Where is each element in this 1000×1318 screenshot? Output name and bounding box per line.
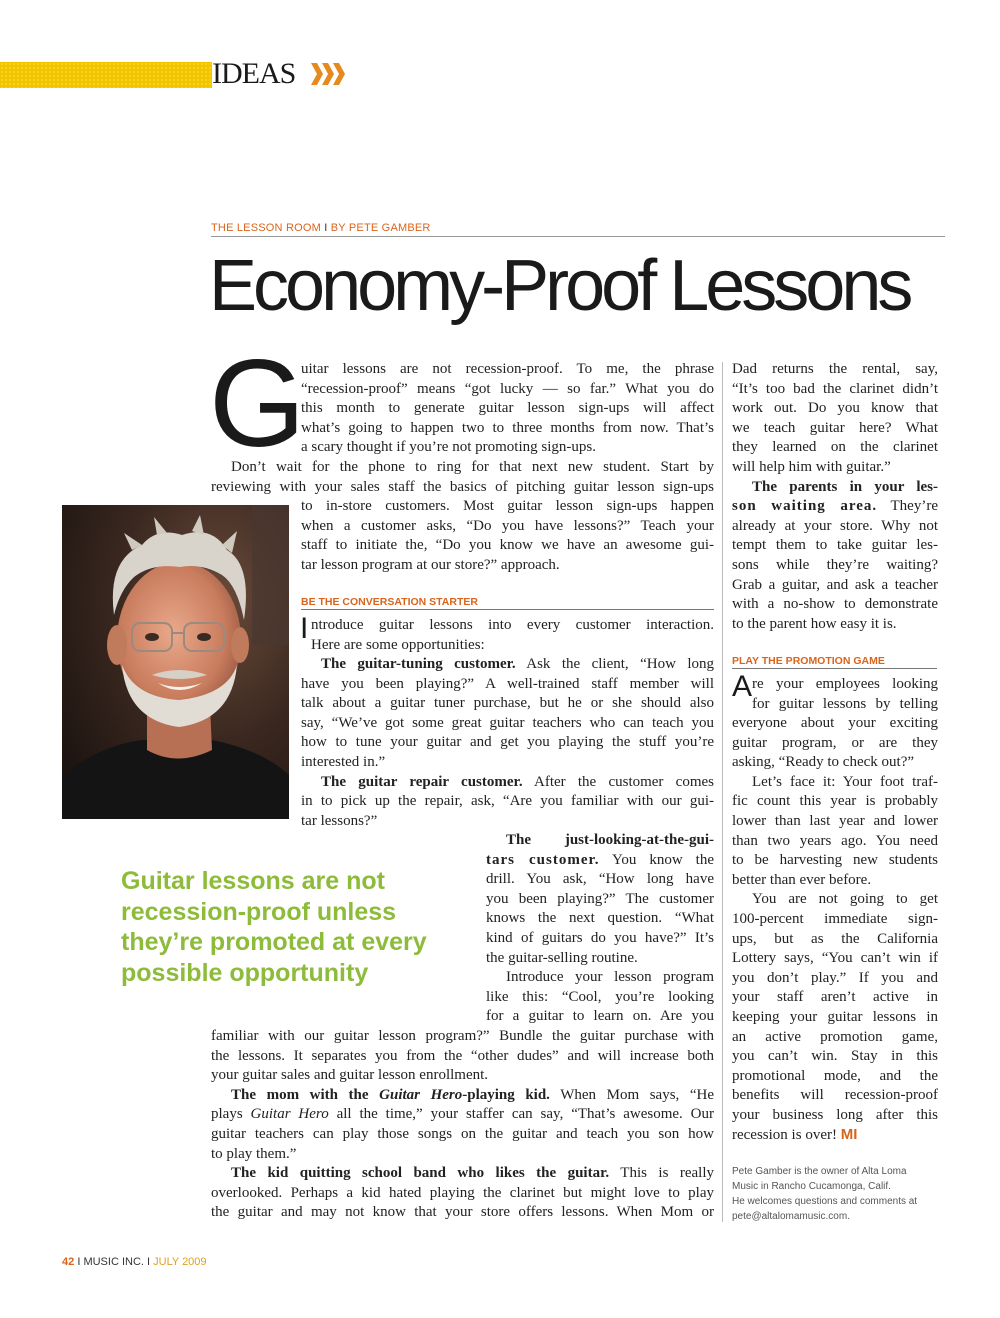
text-line: “recession-proof” means “got lucky — so far.” What you do <box>301 380 714 397</box>
tuning-paragraph <box>301 655 714 831</box>
text-line: we teach guitar here? What <box>732 419 938 436</box>
text-line: like this: “Cool, you’re looking <box>486 988 714 1005</box>
drop-cap: I <box>300 612 309 645</box>
text-run: When Mom says, “He <box>549 1086 715 1103</box>
footer-separator: I <box>77 1256 81 1268</box>
author-bio <box>732 1164 942 1224</box>
text-line: your business long after this <box>732 1106 938 1123</box>
text-line: in to pick up the repair, ask, “Are you familiar with our gui- <box>301 793 714 810</box>
run-in-head: son waiting area. <box>732 498 878 515</box>
end-mark: MI <box>840 1126 858 1144</box>
text-line: with a no-show to demonstrate <box>732 596 938 613</box>
run-in-head: The guitar repair customer. <box>321 773 523 790</box>
text-line: the guitar and may not know that your store offers lessons. When Mom or <box>211 1204 714 1221</box>
intro-paragraph-2 <box>211 458 714 497</box>
text-line: how to tune your guitar and get you playing the stuff you’re <box>301 734 714 751</box>
magazine-name: MUSIC INC. <box>83 1256 144 1268</box>
text-line <box>211 1164 714 1184</box>
text-line: already at your store. Why not <box>732 517 938 534</box>
bio-line: pete@altalomamusic.com. <box>732 1211 850 1222</box>
column-name: THE LESSON ROOM <box>211 222 321 234</box>
text-line: this month to generate guitar lesson sign-ups will affect <box>301 400 714 417</box>
text-line: when a customer asks, “Do you have lessons?” Teach your <box>301 517 714 534</box>
text-line: what’s going to happen two to three months from now. That’s <box>301 419 714 436</box>
text-line: to in-store customers. Most guitar lesson sign-ups happen <box>301 498 714 514</box>
intro-paragraph-3 <box>301 497 714 575</box>
text-line: an active promotion game, <box>732 1028 938 1045</box>
text-line: will help him with guitar.” <box>732 458 891 475</box>
section-label-rest: DEAS <box>221 57 296 90</box>
text-line: guitar teachers can play those songs on the guitar and teach you son how <box>211 1125 714 1142</box>
right-column-intro <box>752 675 938 714</box>
header-color-band <box>0 62 212 88</box>
text-line: work out. Do you know that <box>732 400 938 417</box>
text-line: have you been playing?” A well-trained staff member will <box>301 675 714 692</box>
text-line: uitar lessons are not recession-proof. To me, the phrase <box>301 361 714 377</box>
text-run: recession is over! <box>732 1127 837 1144</box>
text-line: everyone about your exciting <box>732 715 938 731</box>
text-line: talk about a guitar tuner purchase, but he or she should also <box>301 695 714 712</box>
text-line <box>732 1125 938 1146</box>
text-line: Lottery says, “You can’t win if <box>732 950 938 967</box>
text-line <box>732 478 938 498</box>
just-looking-paragraph <box>486 831 714 1027</box>
text-line: 100-percent immediate sign- <box>732 910 938 927</box>
drop-cap: G <box>209 335 306 473</box>
bundle-paragraph <box>211 1027 714 1223</box>
run-in-head: The just-looking-at-the-gui- <box>506 832 714 848</box>
drop-cap: A <box>732 670 753 703</box>
pull-quote: Guitar lessons are not recession-proof unless they’re promoted at every possible opportunity <box>121 867 427 987</box>
run-in-head: -playing kid. <box>462 1086 550 1103</box>
text-line: drill. You ask, “How long have <box>486 871 714 888</box>
text-line: you don’t play.” If you and <box>732 969 938 986</box>
text-line: overlooked. Perhaps a kid hated playing the clarinet but might love to play <box>211 1184 714 1201</box>
column-divider <box>722 362 723 1222</box>
text-run: After the customer comes <box>522 773 714 790</box>
text-line: ups, but as the California <box>732 930 938 947</box>
issue-date: JULY 2009 <box>153 1256 207 1268</box>
text-line: You are not going to get <box>752 891 938 908</box>
text-line <box>732 497 938 517</box>
text-line: Grab a guitar, and ask a teacher <box>732 576 938 593</box>
section-label-initial: I <box>212 57 221 90</box>
bio-line: Pete Gamber is the owner of Alta Loma <box>732 1166 907 1177</box>
bio-line: He welcomes questions and comments at <box>732 1196 918 1207</box>
section-intro-lines <box>311 616 714 655</box>
department-line <box>211 222 945 237</box>
bio-line: Music in Rancho Cucamonga, Calif. <box>732 1181 891 1192</box>
byline: BY PETE GAMBER <box>330 222 431 234</box>
text-line: tempt them to take guitar les- <box>732 537 938 554</box>
page-footer <box>62 1256 207 1268</box>
text-run: all the time,” your staffer can say, “That’s awesome. Our <box>328 1106 714 1123</box>
footer-separator: I <box>147 1256 151 1268</box>
text-line: kind of guitars do you have?” It’s <box>486 929 714 946</box>
text-line: to be harvesting new students <box>732 852 938 869</box>
text-line: familiar with our guitar lesson program?” Bundle the guitar purchase with <box>211 1028 714 1044</box>
subhead-conversation-starter: BE THE CONVERSATION STARTER <box>301 596 714 610</box>
text-line: the lessons. It separates you from the “other dudes” and will increase both <box>211 1047 714 1064</box>
text-line <box>486 831 714 851</box>
text-line <box>486 851 714 871</box>
text-line: lower than last year and lower <box>732 812 938 829</box>
text-line: guitar program, or are they <box>732 734 938 751</box>
text-run: They’re <box>877 498 938 515</box>
run-in-head: The guitar-tuning customer. <box>321 656 516 672</box>
text-line <box>301 773 714 793</box>
text-run-italic: Guitar Hero <box>250 1106 329 1123</box>
text-line: keeping your guitar lessons in <box>732 1008 938 1025</box>
text-line: tar lessons?” <box>301 812 378 829</box>
run-in-head: tars customer. <box>486 851 600 868</box>
intro-lines <box>301 360 714 458</box>
headline: Economy-Proof Lessons <box>209 246 910 326</box>
text-line: “It’s too bad the clarinet didn’t <box>732 380 938 397</box>
right-column-top <box>732 360 938 634</box>
text-line: for a guitar to learn on. Are you <box>486 1008 714 1025</box>
text-line: tar lesson program at our store?” approach. <box>301 556 560 573</box>
text-line: sons while they’re waiting? <box>732 556 938 573</box>
text-line: say, “We’ve got some great guitar teachers who can teach you <box>301 714 714 731</box>
text-line: interested in.” <box>301 753 386 770</box>
text-line: Introduce your lesson program <box>506 969 714 986</box>
text-line: knows the next question. “What <box>486 910 714 927</box>
text-line: to play them.” <box>211 1145 297 1162</box>
text-line: you can’t win. Stay in this <box>732 1048 938 1065</box>
portrait-illustration <box>62 505 289 819</box>
text-run: This is really <box>609 1165 715 1182</box>
run-in-head-italic: Guitar Hero <box>379 1086 463 1103</box>
text-run: Ask the client, “How long <box>515 656 714 672</box>
text-line: better than ever before. <box>732 871 872 888</box>
text-line: Dad returns the rental, say, <box>732 361 938 377</box>
run-in-head: The kid quitting school band who likes the guitar. <box>231 1165 610 1182</box>
text-line <box>301 655 714 675</box>
text-line: your staff aren’t active in <box>732 989 938 1006</box>
text-line: you been playing?” The customer <box>486 890 714 907</box>
text-line: ntroduce guitar lessons into every customer interaction. <box>311 617 714 633</box>
text-line <box>211 1086 714 1106</box>
text-run: You know the <box>599 851 714 868</box>
subhead-promotion-game: PLAY THE PROMOTION GAME <box>732 655 937 669</box>
text-line: a scary thought if you’re not promoting sign-ups. <box>301 439 596 456</box>
text-line: for guitar lessons by telling <box>752 695 938 712</box>
text-line: than two years ago. You need <box>732 832 938 849</box>
text-line: Here are some opportunities: <box>311 636 485 653</box>
text-line: reviewing with your sales staff the basics of pitching guitar lesson sign-ups <box>211 478 714 495</box>
text-run: plays <box>211 1106 251 1123</box>
text-line: staff to initiate the, “Do you know we have an awesome gui- <box>301 537 714 554</box>
text-line: Don’t wait for the phone to ring for that next new student. Start by <box>231 459 714 475</box>
text-line: to the parent how easy it is. <box>732 615 897 632</box>
text-line: asking, “Ready to check out?” <box>732 754 915 771</box>
chevron-arrows-icon <box>309 57 345 91</box>
page-number: 42 <box>62 1256 75 1268</box>
text-line <box>211 1105 714 1125</box>
section-label <box>212 56 295 92</box>
text-line: your guitar sales and guitar lesson enrollment. <box>211 1067 489 1084</box>
text-line: Let’s face it: Your foot traf- <box>752 773 938 790</box>
run-in-head: The mom with the <box>231 1086 380 1103</box>
text-line: benefits will recession-proof <box>732 1087 938 1104</box>
run-in-head: The parents in your les- <box>752 478 938 495</box>
author-photo <box>62 505 289 819</box>
text-line: fic count this year is probably <box>732 793 938 810</box>
text-line: they learned on the clarinet <box>732 439 938 456</box>
right-column-body <box>732 714 938 1146</box>
text-line: the guitar-selling routine. <box>486 949 638 966</box>
text-line: promotional mode, and the <box>732 1067 938 1084</box>
text-line: re your employees looking <box>752 676 938 692</box>
dept-separator: I <box>324 222 328 234</box>
